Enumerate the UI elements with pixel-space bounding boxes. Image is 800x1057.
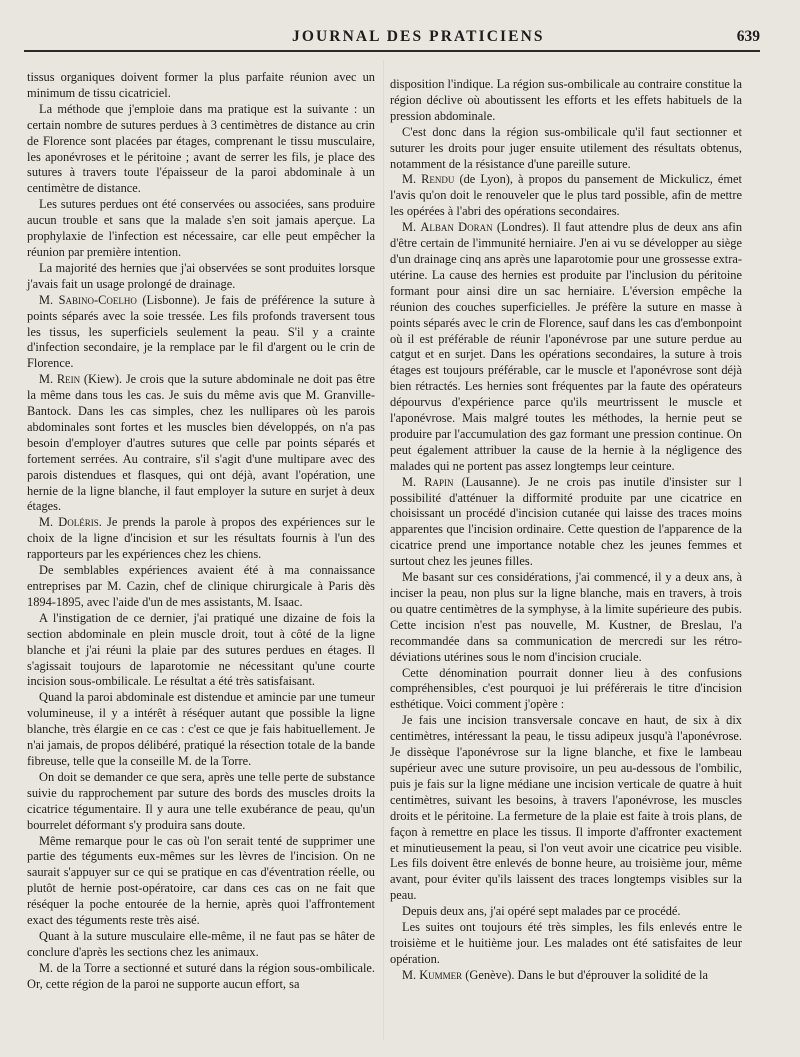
paragraph-text: Même remarque pour le cas où l'on serait tenté de supprimer une partie des téguments eux-mêmes sur les lèvres de l'incision. On ne saurait s'appuyer sur ce qui se pratique en cas d'éventration réelle, ou plutôt de hernie post-opératoire, car dans ces cas on ne fait que réséquer la poche entourée de la hernie, après quoi l'affrontement exact des téguments reste très aisé. [27,833,375,928]
paragraph-text: tissus organiques doivent former la plus parfaite réunion avec un minimum de tissu cicatriciel. [27,70,375,100]
speaker-prefix: M. [39,515,59,530]
paragraph-text: Depuis deux ans, j'ai opéré sept malades par ce procédé. [402,904,681,919]
paragraph [27,102,375,197]
paragraph [27,70,375,102]
paragraph [390,125,742,173]
paragraph [27,929,375,961]
paragraph-text: De semblables expériences avaient été à ma connaissance entreprises par M. Cazin, chef de clinique chirurgicale à Paris dès 1894-1895, avec l'aide d'un de mes assistants, M. Isaac. [27,563,375,609]
speaker-name: Alban Doran [420,220,493,235]
running-header [24,24,760,52]
speaker-prefix: M. [402,474,425,489]
speaker-prefix: M. [402,172,422,187]
paragraph [390,475,742,570]
right-column [390,77,742,984]
paragraph [27,611,375,691]
paragraph-text: (Genève). Dans le but d'éprouver la solidité de la [462,967,709,982]
paragraph-text: Les suites ont toujours été très simples, les fils enlevés entre le troisième et le huitième jour. Les malades ont été satisfaites de leur opération. [390,920,742,966]
paragraph-text: Cette dénomination pourrait donner lieu à des confusions compréhensibles, c'est pourquoi je lui préférerais le titre d'incision esthétique. Voici comment j'opère : [390,665,742,712]
paragraph-text: Les sutures perdues ont été conservées ou associées, sans produire aucun trouble et sans que la malade s'en soit jamais aperçue. La prophylaxie de l'infection est nécessaire, car elle peut empêcher la réunion par première intention. [27,197,375,259]
paragraph [27,515,375,563]
paragraph-text: (de Lyon), à propos du pansement de Mickulicz, émet l'avis qu'on doit le renouveler que le plus tard possible, afin de mettre les opérées à l'abri des opérations secondaires. [390,172,742,219]
paragraph-text: La méthode que j'emploie dans ma pratique est la suivante : un certain nombre de sutures perdues à 3 centimètres de distance au crin de Florence sont placées par étages, comprenant le tissu musculaire, les aponévroses et le péritoine ; avant de serrer les fils, je place des sutures à travers toute l'épaisseur de la paroi abdominale à un centimètre de distance. [27,101,375,196]
paragraph [27,293,375,373]
paragraph-text: (Kiew). Je crois que la suture abdominale ne doit pas être la même dans tous les cas. Je suis du même avis que M. Granville-Bantock. Dans les cas simples, chez les nullipares où les parois abdominales sont fortes et les muscles bien développés, on n'a pas besoin d'employer d'autres sutures que celle par points séparés et fortement serrées. Au contraire, s'il s'agit d'une multipare avec des parois distendues et flasques, qui ont déjà, avant l'opération, une hernie de la ligne blanche, il faut employer la suture en surjet à deux étages. [27,372,375,514]
paragraph-text: La majorité des hernies que j'ai observées se sont produites lorsque j'avais fait un usage prolongé de drainage. [27,260,375,291]
paragraph-text: Je fais une incision transversale concave en haut, de six à dix centimètres, intéressant la peau, le tissu adipeux jusqu'à l'aponévrose. Je dissèque l'aponévrose sur la ligne blanche, et fixe le lambeau supérieur avec une suture provisoire, un peu au-dessous de l'ombilic, puis je fais sur la ligne médiane une incision verticale de quatre à huit centimètres, suivant les besoins, à travers l'aponévrose, les muscles droits et le péritoine. La fermeture de la plaie est faite à trois plans, de façon à remettre en place les tissus. Il importe d'affronter exactement et minutieusement la peau, si l'on veut avoir une cicatrice peu visible. Les fils doivent être enlevés de bonne heure, au troisième jour, même avant, pour éviter qu'ils laissent des traces longtemps visibles sur la peau. [390,713,742,903]
paragraph [27,770,375,834]
paragraph [390,220,742,475]
paragraph-text: . Je prends la parole à propos des expériences sur le choix de la ligne d'incision et sur les résultats fournis à l'un des rapporteurs par les expériences chez les chiens. [27,515,375,562]
paragraph-text: Quant à la suture musculaire elle-même, il ne faut pas se hâter de conclure d'après les sections chez les animaux. [27,928,375,959]
paragraph-text: Me basant sur ces considérations, j'ai commencé, il y a deux ans, à inciser la peau, non plus sur la ligne blanche, mais en travers, à trois ou quatre centimètres de la symphyse, à la limite supérieure des pubis. Cette incision n'est pas nouvelle, M. Kustner, de Breslau, l'a recommandée dans sa communication de mercredi sur les rétro-déviations utérines sous le nom d'incision cruciale. [390,570,742,664]
paragraph-text: (Londres). Il faut attendre plus de deux ans afin d'être certain de l'immunité herniaire. J'en ai vu se développer au siège d'un drainage cinq ans après une laparotomie pour une grossesse extra-utérine. La cause des hernies est produite par l'inclusion du péritoine formant pour ainsi dire un sac herniaire. L'éversion empêche la réunion des couches superficielles. Je préfère la suture en masse à points séparés avec le crin de Florence, sauf dans les cas d'embonpoint où il est préférable de réunir l'aponévrose par une suture perdue au catgut et en surjet. Dans les opérations secondaires, la suture à trois étages est toujours préférable, car le muscle et l'aponévrose sont déjà bien rétractés. Les hernies sont fréquentes par la faute des opérateurs dépourvus d'expérience parce qu'ils meurtrissent le muscle et l'aponévrose. Mais malgré toutes les méthodes, la hernie peut se produire par l'accumulation des gaz formant une pression continue. On peut également attribuer la cause de la hernie à la négligence des malades qui ne portent pas assez longtemps leur ceinture. [390,220,743,473]
paragraph-text: C'est donc dans la région sus-ombilicale qu'il faut sectionner et suturer les droits pour juger ensuite utilement des résultats obtenus, notamment de la résistance d'une pareille suture. [390,124,742,171]
paragraph [27,961,375,993]
paragraph-text: (Lausanne). Je ne crois pas inutile d'insister sur l possibilité d'atténuer la difformité produite par une cicatrice en choisissant un procédé d'incision cutanée qui laisse des traces moins apparentes que l'incision ordinaire. Cette question de l'apparence de la cicatrice prend une importance notable chez les jeunes femmes et surtout chez les jeunes filles. [390,474,742,569]
speaker-name: Rapin [424,474,454,489]
paragraph [390,968,742,984]
journal-title: JOURNAL DES PRATICIENS [292,28,545,45]
paragraph [27,690,375,770]
paragraph [27,834,375,929]
paragraph-text: M. de la Torre a sectionné et suturé dans la région sous-ombilicale. Or, cette région de la paroi ne supporte aucun effort, sa [27,960,375,991]
speaker-name: Doléris [58,515,99,530]
speaker-prefix: M. [402,220,421,235]
speaker-name: Kummer [419,967,463,982]
paragraph [390,77,742,125]
paragraph [390,904,742,920]
paragraph-text: (Lisbonne). Je fais de préférence la suture à points séparés avec la soie tressée. Les fils profonds traversent tous les tissus, les superficiels seulement la peau. S'il y a crainte d'infection secondaire, je la remplace par le fil d'argent ou le crin de Florence. [27,292,375,371]
paragraph [27,197,375,261]
left-column [27,70,375,993]
speaker-name: Sabino-Coelho [58,292,137,307]
speaker-prefix: M. [402,967,420,982]
speaker-prefix: M. [39,292,59,307]
speaker-prefix: M. [39,372,57,387]
paragraph [27,563,375,611]
paragraph [27,372,375,515]
paragraph-text: On doit se demander ce que sera, après une telle perte de substance suivie du rapprochement par suture des bords des muscles droits la cicatrice tégumentaire. Il y aura une telle exubérance de peau, qu'un bourrelet déformant s'y produira sans doute. [27,769,375,832]
paragraph [390,713,742,904]
paragraph [27,261,375,293]
paragraph-text: Quand la paroi abdominale est distendue et amincie par une tumeur volumineuse, il y a intérêt à réséquer autant que possible la ligne blanche, très élargie en ce cas : c'est ce que je fais habituellement. Je n'ai jamais, de propos délibéré, pratiqué la résection totale de la bande fibreuse, telle que la conseille M. de la Torre. [27,690,375,768]
paragraph [390,172,742,220]
paragraph-text: disposition l'indique. La région sus-ombilicale au contraire constitue la région déclive où aboutissent les efforts et les effets habituels de la pression abdominale. [390,77,742,123]
speaker-name: Rein [56,372,81,387]
paragraph [390,920,742,968]
paragraph [390,570,742,665]
paragraph [390,666,742,714]
paragraph-text: A l'instigation de ce dernier, j'ai pratiqué une dizaine de fois la section abdominale en plein muscle droit, tout à côté de la ligne blanche et j'ai réuni la plaie par des sutures perdues en étages. Il s'agissait toujours de laparotomie ne nécessitant qu'une courte incision sous-ombilicale. Le résultat a été très satisfaisant. [27,610,375,689]
page-number: 639 [736,28,760,45]
column-divider [383,60,384,1040]
speaker-name: Rendu [421,172,455,187]
